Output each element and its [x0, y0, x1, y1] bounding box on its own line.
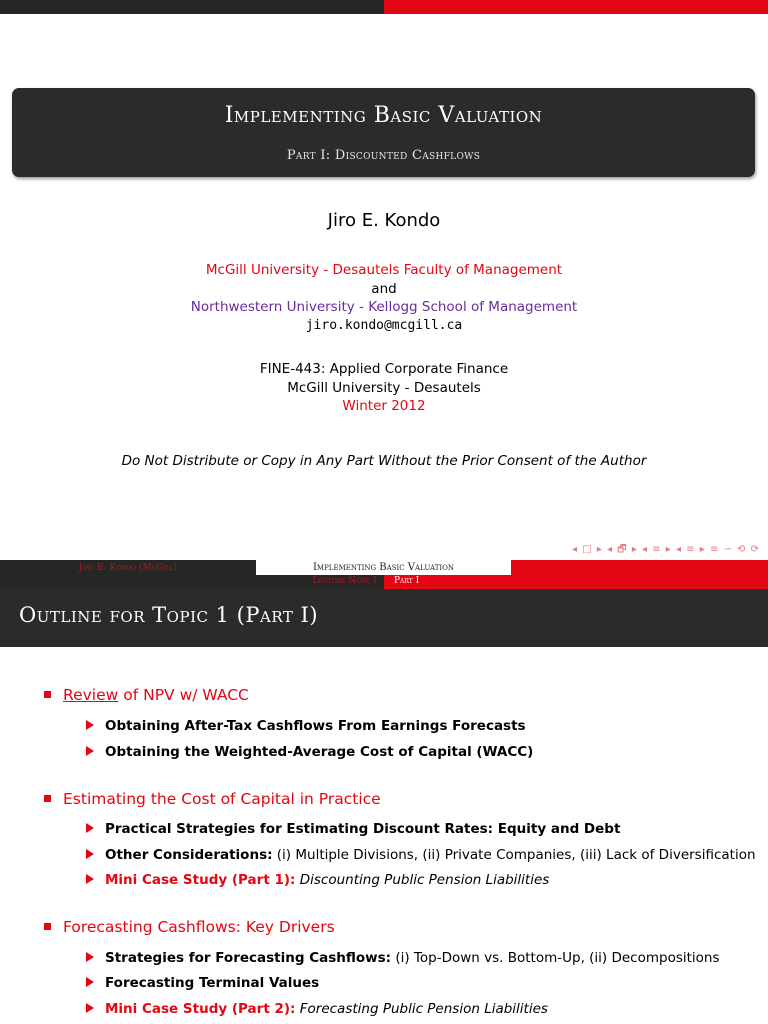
footline-lecture-box: [256, 575, 384, 589]
square-bullet-icon: [44, 691, 51, 698]
item-text: (i) Top-Down vs. Bottom-Up, (ii) Decompositions: [391, 950, 720, 966]
affiliation-northwestern: Northwestern University - Kellogg School of Management: [190, 299, 578, 315]
footline-lecture: Lecture Note 1: [312, 576, 378, 586]
footline: [0, 560, 768, 589]
outline-item: [86, 847, 756, 863]
item-text: (i) Multiple Divisions, (ii) Private Companies, (iii) Lack of Diversification: [272, 847, 756, 863]
square-bullet-icon: [44, 923, 51, 930]
author-name: Jiro E. Kondo: [327, 210, 441, 231]
item-bold: Practical Strategies for Estimating Discount Rates: Equity and Debt: [105, 821, 621, 837]
item-bold-red: Mini Case Study (Part 1):: [105, 872, 296, 888]
outline-section-review: [44, 686, 249, 704]
affiliation-mcgill: McGill University - Desautels Faculty of Management: [205, 262, 563, 278]
triangle-bullet-icon: [86, 823, 94, 833]
triangle-bullet-icon: [86, 874, 94, 884]
course-term: Winter 2012: [342, 398, 426, 414]
footline-red-box: [511, 560, 768, 589]
top-bar-red: [384, 0, 768, 14]
outline-item: [86, 821, 620, 837]
disclaimer: Do Not Distribute or Copy in Any Part Without the Prior Consent of the Author: [121, 453, 647, 469]
item-italic: Discounting Public Pension Liabilities: [295, 872, 550, 888]
triangle-bullet-icon: [86, 977, 94, 987]
outline-section-forecasting: [44, 918, 335, 936]
section-head-text: Estimating the Cost of Capital in Practice: [63, 790, 381, 808]
footline-author-box: [0, 560, 256, 589]
outline-item: [86, 872, 549, 888]
item-bold: Obtaining the Weighted-Average Cost of Capital (WACC): [105, 744, 534, 760]
presentation-title: Implementing Basic Valuation: [224, 103, 543, 128]
course-name: FINE-443: Applied Corporate Finance: [259, 361, 509, 377]
author-email[interactable]: jiro.kondo@mcgill.ca: [305, 318, 463, 333]
affiliation-and: and: [371, 281, 397, 297]
footline-title-box: [256, 560, 511, 575]
outline-section-cost-of-capital: [44, 790, 381, 808]
course-institution: McGill University - Desautels: [287, 380, 481, 396]
item-bold: Strategies for Forecasting Cashflows:: [105, 950, 392, 966]
section-head-text: of NPV w/ WACC: [118, 686, 249, 704]
item-bold: Obtaining After-Tax Cashflows From Earnings Forecasts: [105, 718, 526, 734]
triangle-bullet-icon: [86, 720, 94, 730]
section-head-text: Forecasting Cashflows: Key Drivers: [63, 918, 335, 936]
beamer-navigation-icons[interactable]: ◂ □ ▸ ◂ 🗗 ▸ ◂ ≡ ▸ ◂ ≡ ▸ ≡ ∽ ⟲ ⟳: [572, 544, 760, 555]
footline-title: Implementing Basic Valuation: [312, 562, 454, 573]
outline-item: [86, 975, 319, 991]
outline-item: [86, 718, 526, 734]
title-box: [12, 88, 755, 177]
square-bullet-icon: [44, 795, 51, 802]
item-bold-red: Mini Case Study (Part 2):: [105, 1001, 296, 1017]
item-bold: Other Considerations:: [105, 847, 273, 863]
outline-item: [86, 950, 720, 966]
triangle-bullet-icon: [86, 746, 94, 756]
outline-item: [86, 1001, 548, 1017]
presentation-subtitle: Part I: Discounted Cashflows: [286, 148, 481, 163]
item-bold: Forecasting Terminal Values: [105, 975, 320, 991]
item-italic: Forecasting Public Pension Liabilities: [295, 1001, 548, 1017]
triangle-bullet-icon: [86, 849, 94, 859]
top-bar-dark: [0, 0, 384, 14]
frame-title: Outline for Topic 1 (Part I): [19, 603, 319, 627]
section-head-link[interactable]: Review: [63, 686, 119, 704]
triangle-bullet-icon: [86, 952, 94, 962]
triangle-bullet-icon: [86, 1003, 94, 1013]
slide1-top-bar: [0, 0, 768, 14]
frame-title-bar: [0, 589, 768, 647]
outline-item: [86, 744, 533, 760]
footline-author: Jiro E. Kondo (McGill): [78, 563, 178, 573]
footline-part: Part I: [394, 576, 420, 586]
footline-part-box: [384, 575, 511, 589]
